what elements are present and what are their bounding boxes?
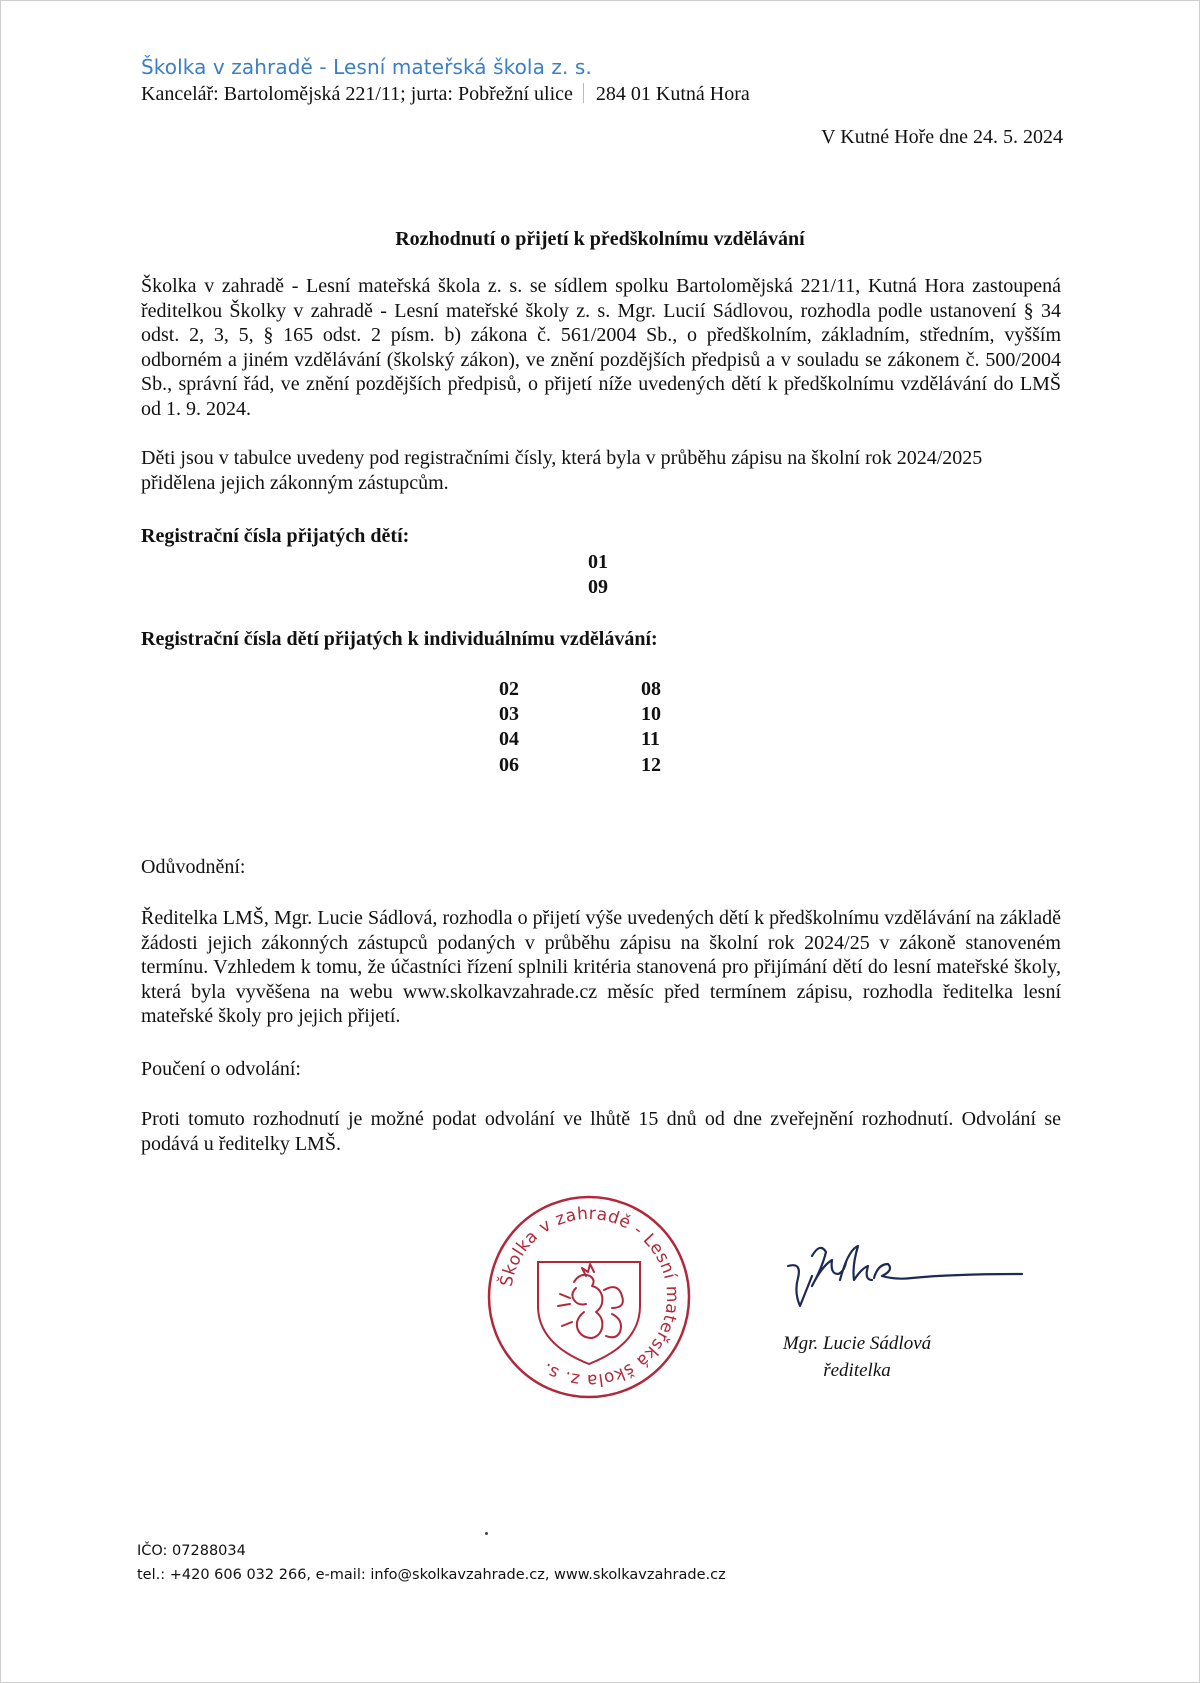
- individual-number: 10: [641, 703, 661, 725]
- address-line: [141, 83, 750, 106]
- accepted-heading: Registrační čísla přijatých dětí:: [141, 525, 410, 547]
- intro-paragraph: Školka v zahradě - Lesní mateřská škola z. s. se sídlem spolku Bartolomějská 221/11, Kutná Hora zastoupená ředitelkou Školky v zahradě - Lesní mateřské školy z. s. Mgr. Lucií Sádlovou, rozhodla podle ustanovení § 34 odst. 2, 3, 5, § 165 odst. 2 písm. b) zákona č. 561/2004 Sb., o předškolním, základním, středním, vyšším odborném a jiném vzdělávání (školský zákon), ve znění pozdějších předpisů a v souladu se zákonem č. 500/2004 Sb., správní řád, ve znění pozdějších předpisů, o přijetí níže uvedených dětí k předškolnímu vzdělávání do LMŠ od 1. 9. 2024.: [141, 275, 1061, 420]
- individual-number: 03: [499, 703, 519, 725]
- justification-label: Odůvodnění:: [141, 856, 246, 878]
- individual-number: 02: [499, 678, 519, 700]
- appeal-label: Poučení o odvolání:: [141, 1058, 301, 1080]
- footer-contact: tel.: +420 606 032 266, e-mail: info@skolkavzahrade.cz, www.skolkavzahrade.cz: [137, 1567, 726, 1583]
- director-signature: [786, 1242, 1036, 1314]
- individual-number: 11: [641, 728, 660, 750]
- signatory-block: [757, 1330, 957, 1384]
- address-office: Kancelář: Bartolomějská 221/11; jurta: Pobřežní ulice: [141, 83, 573, 105]
- signatory-role: ředitelka: [823, 1360, 891, 1381]
- school-name-header: Školka v zahradě - Lesní mateřská škola z. s.: [141, 55, 592, 79]
- svg-text:Školka v zahradě - Lesní mateř: Školka v zahradě - Lesní mateřská škola z. s.: [496, 1203, 683, 1391]
- document-title: Rozhodnutí o přijetí k předškolnímu vzdělávání: [395, 228, 805, 250]
- address-separator: [583, 83, 584, 103]
- individual-number: 04: [499, 728, 519, 750]
- signatory-name: Mgr. Lucie Sádlová: [782, 1333, 932, 1354]
- document-date: V Kutné Hoře dne 24. 5. 2024: [821, 126, 1063, 148]
- justification-text: Ředitelka LMŠ, Mgr. Lucie Sádlová, rozhodla o přijetí výše uvedených dětí k předškolnímu vzdělávání na základě žádosti jejich zákonných zástupců podaných v průběhu zápisu na školní rok 2024/25 v zákoně stanoveném termínu. Vzhledem k tomu, že účastníci řízení splnili kritéria stanovená pro přijímání dětí do lesní mateřské školy, která byla vyvěšena na webu www.skolkavzahrade.cz měsíc před termínem zápisu, rozhodla ředitelka lesní mateřské školy pro jejich přijetí.: [141, 907, 1061, 1027]
- individual-heading: Registrační čísla dětí přijatých k individuálnímu vzdělávání:: [141, 628, 658, 650]
- accepted-number: 09: [588, 576, 608, 598]
- individual-number: 06: [499, 754, 519, 776]
- scan-speck: [485, 1532, 488, 1535]
- individual-number: 08: [641, 678, 661, 700]
- accepted-number: 01: [588, 551, 608, 573]
- school-stamp: [486, 1194, 692, 1400]
- appeal-text: Proti tomuto rozhodnutí je možné podat odvolání ve lhůtě 15 dnů od dne zveřejnění rozhodnutí. Odvolání se podává u ředitelky LMŠ.: [141, 1108, 1061, 1155]
- registration-paragraph: Děti jsou v tabulce uvedeny pod registračními čísly, která byla v průběhu zápisu na školní rok 2024/2025 přidělena jejich zákonným zástupcům.: [141, 447, 983, 494]
- individual-number: 12: [641, 754, 661, 776]
- footer-ico: IČO: 07288034: [137, 1543, 246, 1559]
- address-city: 284 01 Kutná Hora: [595, 83, 750, 105]
